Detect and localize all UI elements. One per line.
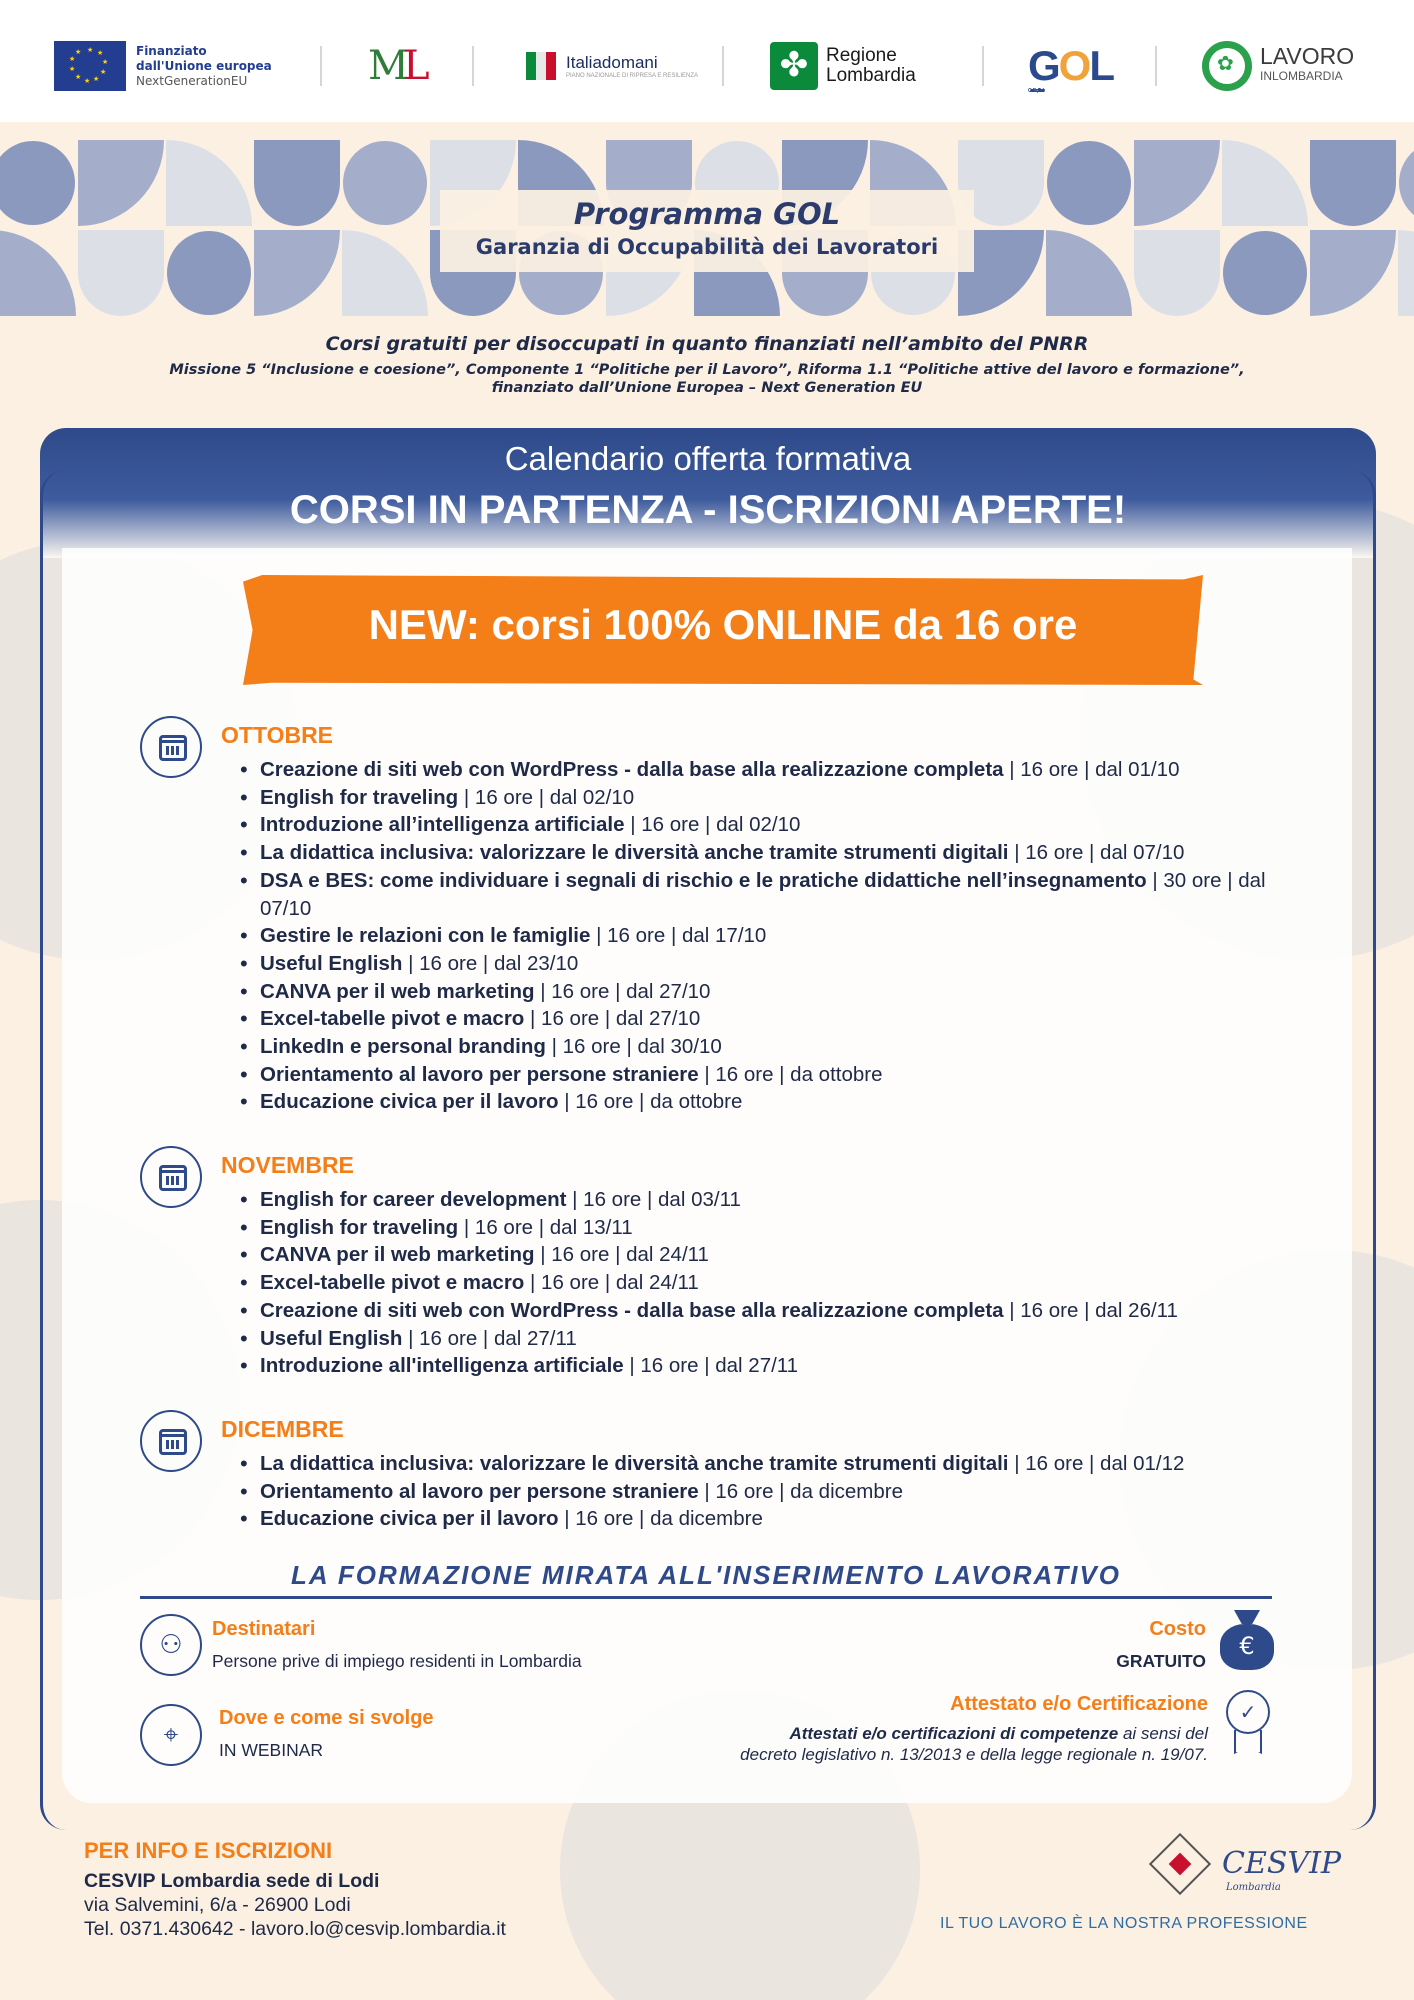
italiadomani-flag-icon [520,46,560,86]
people-icon: ⚇ [140,1614,202,1676]
lavoro-line2: INLOMBARDIA [1260,69,1343,83]
course-details: | 16 ore | dal 30/10 [545,1035,722,1059]
logo-divider [472,46,474,86]
ministry-mark-m: M [368,43,403,89]
course-details: | 16 ore | da dicembre [558,1507,763,1531]
regione-lombardia-logo [770,38,916,94]
lavoro-lombardia-logo [1202,38,1354,94]
course-item [260,950,1310,978]
course-item [260,1186,1310,1214]
certificate-medal-icon [1224,1690,1274,1756]
cesvip-sub: Lombardia [1226,1882,1281,1893]
course-item [260,1505,1310,1533]
course-item [260,1088,1310,1116]
euro-symbol: € [1220,1624,1274,1670]
course-title: DSA e BES: come individuare i segnali di rischio e le pratiche didattiche nell’insegnamento [260,868,1147,892]
course-item [260,867,1310,922]
logo-divider [320,46,322,86]
calendar-subtitle: CORSI IN PARTENZA - ISCRIZIONI APERTE! [289,488,1127,532]
course-title: CANVA per il web marketing [260,979,535,1003]
attestato-label: Attestato e/o Certificazione [950,1693,1208,1715]
course-details: | 16 ore | dal 27/11 [402,1326,577,1350]
eu-logo [54,38,272,94]
online-ribbon-text: NEW: corsi 100% ONLINE da 16 ore [368,601,1078,648]
calendar-icon [140,1410,202,1472]
lavoro-line1: LAVORO [1260,43,1355,69]
course-title: English for traveling [260,785,459,809]
course-details: | 16 ore | dal 13/11 [458,1215,633,1239]
ministry-mark-l: L [402,43,424,89]
course-title: Excel-tabelle pivot e macro [260,1271,525,1295]
course-list [260,756,1310,1116]
course-item [260,1478,1310,1506]
lavoro-ring-icon [1202,41,1252,91]
footer-contacts[interactable]: Tel. 0371.430642 - lavoro.lo@cesvip.lombardia.it [84,1918,506,1940]
course-title: Introduzione all'intelligenza artificiale [260,1354,624,1378]
course-details: | 16 ore | da ottobre [698,1062,883,1086]
course-item [260,1005,1310,1033]
regione-line2: Lombardia [826,65,916,86]
program-title: Programma GOL [573,197,841,231]
eu-flag-icon: ★ ★ ★ ★ ★ ★ ★ ★ ★ ★ [54,41,126,91]
attestato-line2: decreto legislativo n. 13/2013 e della legge regionale n. 19/07. [740,1745,1208,1764]
attestato-text [640,1723,1208,1765]
money-bag-icon [1220,1610,1274,1672]
cesvip-diamond-icon [1149,1833,1211,1895]
course-item [260,1241,1310,1269]
course-details: | 16 ore | dal 23/10 [402,951,579,975]
course-item [260,1450,1310,1478]
regione-line1: Regione [826,45,897,66]
intro-line1: Corsi gratuiti per disoccupati in quanto finanziati nell’ambito del PNRR [325,333,1089,355]
attestato-rest: ai sensi del [1118,1724,1208,1743]
dove-label: Dove e come si svolge [219,1707,434,1729]
footer-org: CESVIP Lombardia sede di Lodi [84,1870,380,1892]
course-details: | 16 ore | dal 17/10 [590,924,767,948]
attestato-bold: Attestati e/o certificazioni di competenze [789,1724,1119,1743]
location-pin-icon: ⌖ [140,1704,202,1766]
course-details: | 16 ore | dal 24/11 [534,1243,709,1267]
course-title: English for traveling [260,1215,459,1239]
course-title: Excel-tabelle pivot e macro [260,1007,525,1031]
italiadomani-sub: PIANO NAZIONALE DI RIPRESA E RESILIENZA [566,72,699,79]
gol-logo [1028,38,1113,94]
dove-value: IN WEBINAR [219,1740,324,1760]
course-details: | 16 ore | dal 03/11 [566,1188,741,1211]
course-details: | 16 ore | dal 27/11 [623,1354,799,1378]
costo-label: Costo [1149,1618,1206,1640]
eu-text-line2: dall'Unione europea [136,58,272,73]
ministry-logo [368,38,424,94]
course-item [260,784,1310,812]
course-details: | 16 ore | dal 27/10 [534,979,711,1003]
gol-g: G [1028,42,1059,89]
course-details: | 16 ore | dal 01/12 [1008,1452,1185,1475]
course-details: | 16 ore | dal 24/11 [524,1271,699,1295]
formation-headline: LA FORMAZIONE MIRATA ALL'INSERIMENTO LAVORATIVO [290,1560,1122,1590]
course-item [260,1269,1310,1297]
course-item [260,1325,1310,1353]
month-name: OTTOBRE [221,722,334,748]
course-details: | 16 ore | da dicembre [698,1479,903,1503]
logo-divider [982,46,984,86]
destinatari-value: Persone prive di impiego residenti in Lombardia [212,1651,582,1671]
course-title: CANVA per il web marketing [260,1243,535,1267]
course-details: | 16 ore | dal 26/11 [1003,1298,1178,1322]
footer-tagline: IL TUO LAVORO È LA NOSTRA PROFESSIONE [940,1915,1308,1932]
course-item [260,1352,1310,1380]
calendar-title: Calendario offerta formativa [504,440,912,477]
program-title-block [0,197,1414,259]
course-title: La didattica inclusiva: valorizzare le diversità anche tramite strumenti digitali [260,1452,1009,1475]
course-details: | 16 ore | dal 27/10 [524,1007,701,1031]
course-item [260,811,1310,839]
eu-text-line3: NextGenerationEU [136,73,248,88]
logo-divider [1155,46,1157,86]
course-title: Creazione di siti web con WordPress - dalla base alla realizzazione completa [260,758,1004,781]
gol-sub: Garanzia Occupabilità Lavoratori [1028,88,1043,94]
month-name: DICEMBRE [221,1416,344,1442]
costo-value: GRATUITO [1116,1651,1206,1671]
course-details: | 16 ore | dal 07/10 [1008,841,1185,865]
course-item [260,978,1310,1006]
course-title: Useful English [260,951,403,975]
cesvip-logo [1150,1838,1342,1898]
eu-text-line1: Finanziato [136,43,207,58]
program-subtitle: Garanzia di Occupabilità dei Lavoratori [475,235,939,259]
intro-line2: Missione 5 “Inclusione e coesione”, Componente 1 “Politiche per il Lavoro”, Riforma 1.1 “Politiche attive del lavoro e formazione”, [169,362,1245,378]
month-name: NOVEMBRE [221,1152,354,1178]
destinatari-label: Destinatari [212,1618,316,1640]
italiadomani-logo [520,38,698,94]
footer-address: via Salvemini, 6/a - 26900 Lodi [84,1894,351,1916]
course-details: | 16 ore | dal 02/10 [458,785,635,809]
course-title: Educazione civica per il lavoro [260,1090,559,1114]
course-item [260,1214,1310,1242]
course-title: Introduzione all’intelligenza artificiale [260,813,625,837]
course-title: Orientamento al lavoro per persone straniere [260,1479,699,1503]
headline-divider [140,1596,1272,1599]
course-list [260,1186,1310,1380]
gol-l: L [1089,42,1113,89]
footer-heading: PER INFO E ISCRIZIONI [84,1838,333,1863]
logo-divider [722,46,724,86]
course-details: | 16 ore | da ottobre [558,1090,743,1114]
logo-bar [0,0,1414,122]
course-item [260,922,1310,950]
course-title: Creazione di siti web con WordPress - dalla base alla realizzazione completa [260,1298,1004,1322]
course-list [260,1450,1310,1533]
course-title: English for career development [260,1188,567,1211]
course-item [260,1061,1310,1089]
intro-line3: finanziato dall’Unione Europea – Next Generation EU [491,380,923,396]
course-title: La didattica inclusiva: valorizzare le diversità anche tramite strumenti digitali [260,841,1009,865]
regione-cross-icon: ✤ [770,42,818,90]
intro-text [0,333,1414,397]
cesvip-word: CESVIP [1222,1846,1342,1881]
course-title: Gestire le relazioni con le famiglie [260,924,591,948]
course-details: | 30 ore | dal 07/10 [260,868,1266,920]
course-item [260,839,1310,867]
italiadomani-name: Italiadomani [566,52,658,72]
course-item [260,1033,1310,1061]
course-title: Educazione civica per il lavoro [260,1507,559,1531]
course-item [260,1297,1310,1325]
gol-o: O [1058,42,1090,89]
calendar-icon [140,716,202,778]
course-details: | 16 ore | dal 01/10 [1003,758,1180,781]
course-title: Useful English [260,1326,403,1350]
course-title: Orientamento al lavoro per persone straniere [260,1062,699,1086]
course-details: | 16 ore | dal 02/10 [624,813,801,837]
course-title: LinkedIn e personal branding [260,1035,546,1059]
course-item [260,756,1310,784]
check-symbol: ✓ [1226,1690,1270,1734]
calendar-icon [140,1146,202,1208]
